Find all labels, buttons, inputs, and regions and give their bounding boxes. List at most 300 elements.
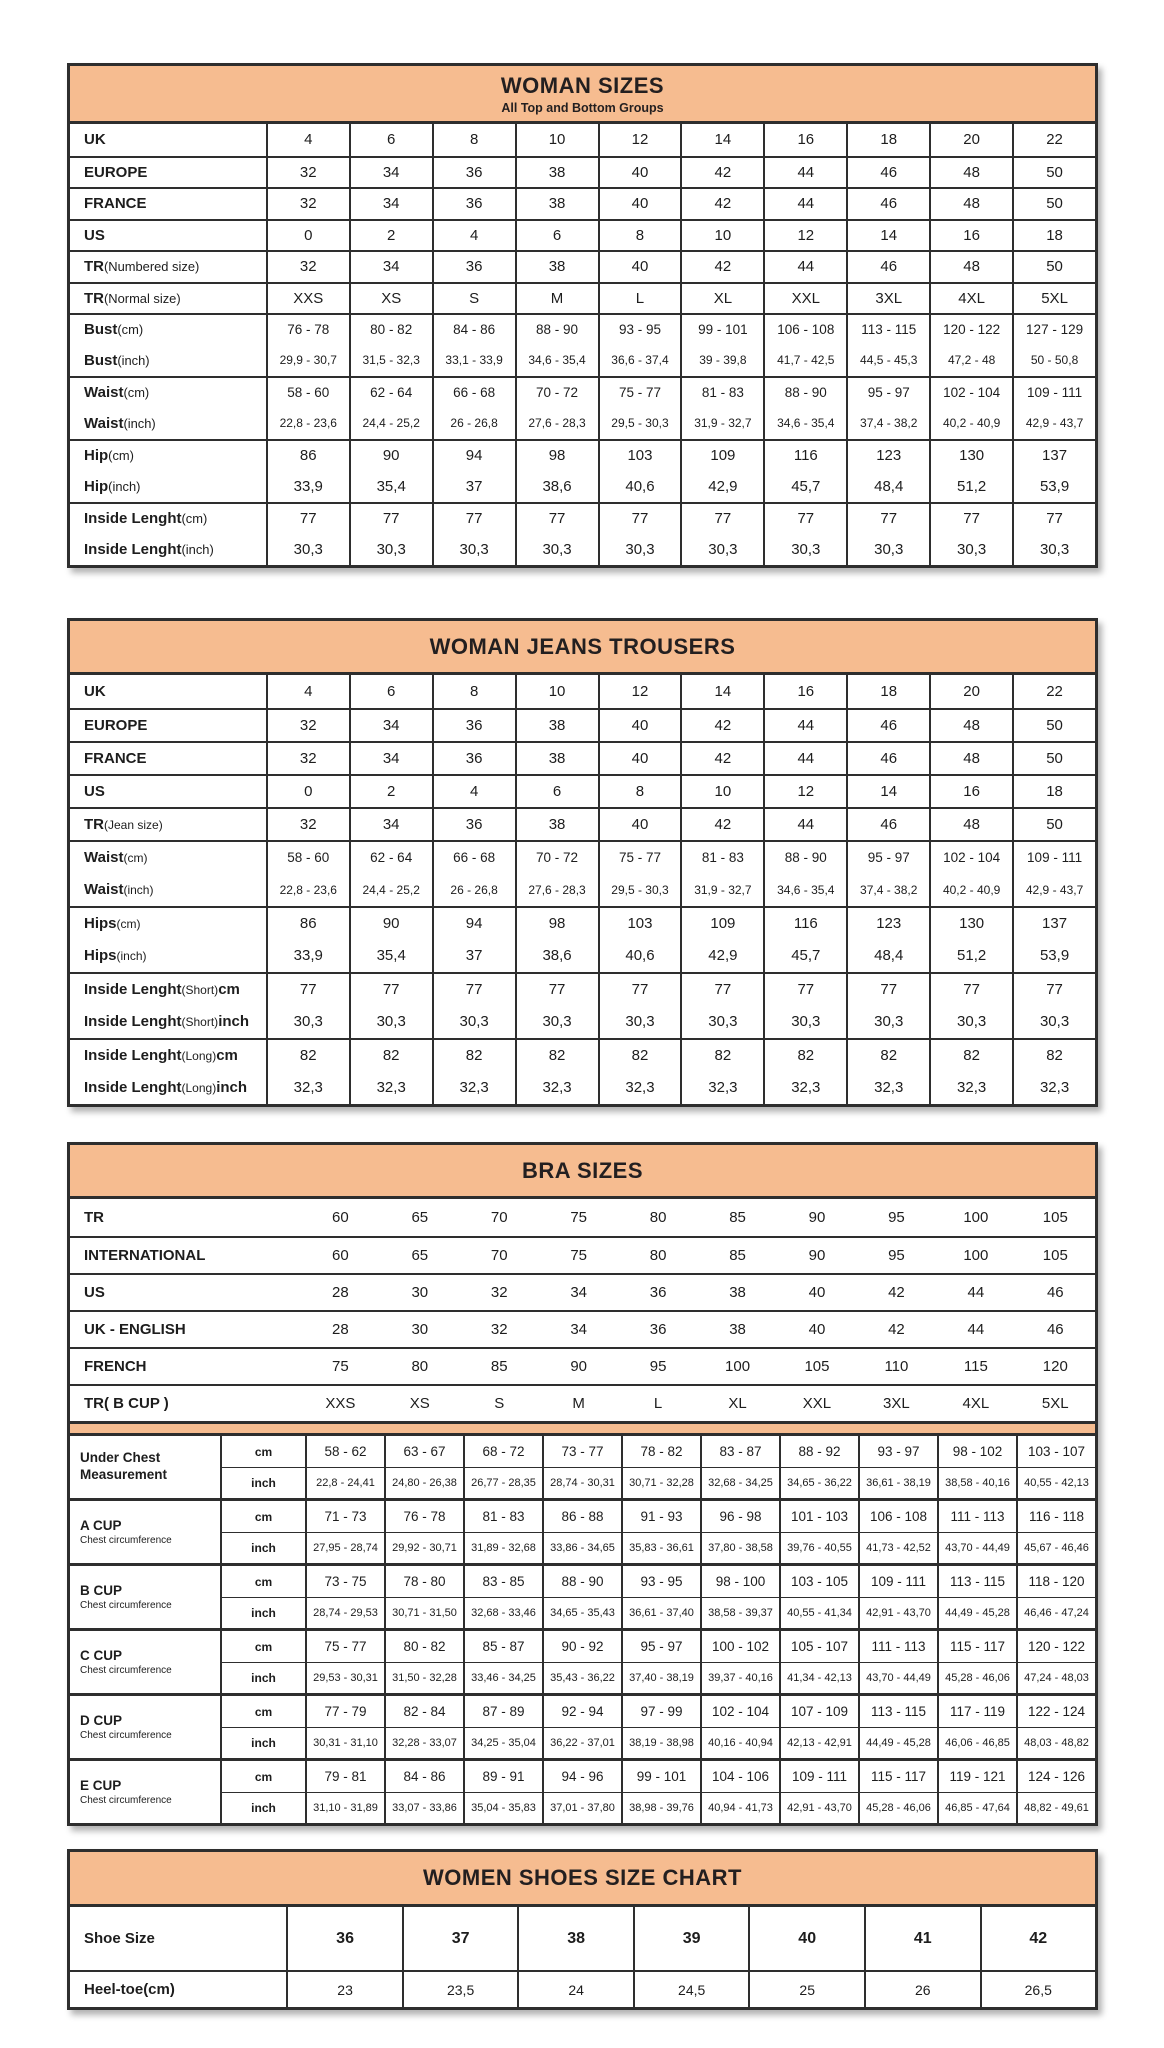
value-cell: 116 xyxy=(765,908,848,939)
table-row xyxy=(70,1236,1095,1273)
value-cell: 82 xyxy=(1046,1047,1063,1064)
value-cell: 38 xyxy=(517,809,600,840)
value-cell: 31,89 - 32,68 xyxy=(465,1533,544,1563)
value-cell: 32 xyxy=(268,743,351,774)
shoes-size-header xyxy=(70,1852,1095,1907)
value-cell: 30,3 xyxy=(931,1005,1014,1038)
value-cell: 85 - 87 xyxy=(465,1631,544,1662)
table-row xyxy=(70,906,1095,939)
value-cell: 91 - 93 xyxy=(623,1501,702,1532)
value-cell: 40,16 - 40,94 xyxy=(702,1728,781,1758)
value-cell: L xyxy=(653,1395,663,1412)
value-cell: 50 xyxy=(1046,163,1063,181)
measurement-row xyxy=(222,1662,1095,1693)
value-cell: 34 xyxy=(570,1284,587,1301)
value-cell: 70 xyxy=(490,1209,508,1226)
value-cell: 2 xyxy=(351,776,434,807)
value-cell: 30,3 xyxy=(434,1005,517,1038)
value-cell: 30,3 xyxy=(351,534,434,566)
value-cell: 94 xyxy=(434,908,517,939)
value-cell: 36 xyxy=(649,1321,667,1338)
value-cell: 77 xyxy=(682,974,765,1005)
cup-value-rows xyxy=(222,1436,1095,1498)
value-cell: 42 xyxy=(888,1284,905,1301)
value-cell: 77 xyxy=(517,974,600,1005)
value-cell: 95 - 97 xyxy=(848,378,931,408)
value-cell: 107 - 109 xyxy=(781,1696,860,1727)
value-cell: 113 - 115 xyxy=(848,315,931,345)
table-row xyxy=(70,156,1095,188)
table-row xyxy=(70,439,1095,471)
row-label: FRANCE xyxy=(70,189,268,219)
value-cell: 46 xyxy=(1046,1321,1064,1338)
value-cell: 36,22 - 37,01 xyxy=(544,1728,623,1758)
value-cell: 82 xyxy=(517,1040,600,1071)
row-label: Inside Lenght (Short) inch xyxy=(70,1005,268,1038)
value-cell: 36 xyxy=(434,743,517,774)
value-cell: 77 xyxy=(517,504,600,534)
cup-name: D CUP xyxy=(80,1712,123,1728)
value-cell: 30,3 xyxy=(600,1005,683,1038)
value-cell: 43,70 - 44,49 xyxy=(860,1663,939,1693)
value-cell: 18 xyxy=(1046,783,1063,800)
bra-conversion-rows xyxy=(70,1199,1095,1421)
value-cell: 109 - 111 xyxy=(781,1761,860,1792)
value-cell: 96 - 98 xyxy=(702,1501,781,1532)
value-cell: 80 - 82 xyxy=(351,315,434,345)
value-cell: 3XL xyxy=(848,284,931,314)
measurement-row xyxy=(222,1532,1095,1563)
value-cell: 42,9 - 43,7 xyxy=(1025,416,1084,431)
value-cell: 36 xyxy=(434,252,517,282)
value-cell: 8 xyxy=(434,675,517,708)
value-cell: 99 - 101 xyxy=(682,315,765,345)
measurement-row xyxy=(222,1761,1095,1792)
value-cell: 28,74 - 30,31 xyxy=(544,1468,623,1498)
value-cell: 4 xyxy=(434,776,517,807)
value-cell: 39,76 - 40,55 xyxy=(781,1533,860,1563)
value-cell: 37,4 - 38,2 xyxy=(848,873,931,906)
value-cell: 30,3 xyxy=(434,534,517,566)
value-cell: 40 xyxy=(600,809,683,840)
value-cell: 16 xyxy=(931,221,1014,251)
value-cell: 77 xyxy=(600,974,683,1005)
value-cell: 95 xyxy=(649,1358,667,1375)
value-cell: 41 xyxy=(866,1907,982,1970)
value-cell: 40 xyxy=(600,158,683,188)
value-cell: 82 xyxy=(434,1040,517,1071)
row-label: Waist (cm) xyxy=(70,842,268,873)
value-cell: 38 xyxy=(519,1907,635,1970)
value-cell: 65 xyxy=(411,1209,429,1226)
value-cell: 82 xyxy=(351,1040,434,1071)
value-cell: S xyxy=(434,284,517,314)
value-cell: 42,9 - 43,7 xyxy=(1025,882,1084,897)
value-cell: 123 xyxy=(848,441,931,471)
measurement-row xyxy=(222,1727,1095,1758)
row-label: TR ( B CUP ) xyxy=(84,1395,169,1412)
value-cell: 36 xyxy=(434,189,517,219)
cup-name: Under Chest Measurement xyxy=(80,1450,168,1482)
cup-value-rows xyxy=(222,1696,1095,1758)
value-cell: 30,3 xyxy=(351,1005,434,1038)
value-cell: 32 xyxy=(268,189,351,219)
value-cell: 85 xyxy=(729,1247,746,1264)
value-cell: 44,5 - 45,3 xyxy=(848,345,931,377)
value-cell: 41,34 - 42,13 xyxy=(781,1663,860,1693)
value-cell: 33,07 - 33,86 xyxy=(386,1793,465,1823)
value-cell: 48 xyxy=(931,158,1014,188)
value-cell: 78 - 82 xyxy=(623,1436,702,1467)
measurement-row xyxy=(222,1566,1095,1597)
row-label xyxy=(70,1696,222,1758)
jeans-trousers-header xyxy=(70,621,1095,675)
value-cell: 95 - 97 xyxy=(623,1631,702,1662)
value-cell: 116 - 118 xyxy=(1028,1509,1085,1524)
table-row xyxy=(70,807,1095,840)
value-cell: 62 - 64 xyxy=(351,842,434,873)
value-cell: 42 xyxy=(888,1321,905,1338)
value-cell: 26 - 26,8 xyxy=(434,873,517,906)
value-cell: 32,68 - 34,25 xyxy=(702,1468,781,1498)
table-subtitle: All Top and Bottom Groups xyxy=(501,100,664,115)
value-cell: 99 - 101 xyxy=(623,1761,702,1792)
table-row xyxy=(70,1384,1095,1421)
value-cell: 66 - 68 xyxy=(434,378,517,408)
table-row xyxy=(70,408,1095,440)
value-cell: 40,55 - 41,34 xyxy=(781,1598,860,1628)
row-label: EUROPE xyxy=(70,158,268,188)
unit-cell: cm xyxy=(222,1696,307,1727)
orange-divider-strip xyxy=(70,1421,1095,1436)
value-cell: 109 - 111 xyxy=(860,1566,939,1597)
value-cell: 124 - 126 xyxy=(1027,1769,1086,1784)
value-cell: 98 - 102 xyxy=(939,1436,1018,1467)
table-row xyxy=(70,873,1095,906)
value-cell: 88 - 90 xyxy=(765,378,848,408)
value-cell: 36,61 - 38,19 xyxy=(860,1468,939,1498)
unit-cell: inch xyxy=(222,1728,307,1758)
value-cell: 103 xyxy=(600,908,683,939)
value-cell: 31,50 - 32,28 xyxy=(386,1663,465,1693)
value-cell: 42,91 - 43,70 xyxy=(781,1793,860,1823)
value-cell: 32,3 xyxy=(848,1071,931,1104)
value-cell: 35,4 xyxy=(351,471,434,503)
table-title: BRA SIZES xyxy=(521,1157,644,1183)
value-cell: 34,6 - 35,4 xyxy=(517,345,600,377)
bra-cup-measurement-rows xyxy=(70,1436,1095,1823)
value-cell: 77 xyxy=(351,974,434,1005)
value-cell: 43,70 - 44,49 xyxy=(939,1533,1018,1563)
value-cell: 46 xyxy=(848,809,931,840)
row-label: Inside Lenght (Long) cm xyxy=(70,1040,268,1071)
unit-cell: inch xyxy=(222,1663,307,1693)
value-cell: 48 xyxy=(931,743,1014,774)
value-cell: S xyxy=(494,1395,505,1412)
value-cell: 118 - 120 xyxy=(1028,1574,1085,1589)
value-cell: 100 xyxy=(963,1209,989,1226)
value-cell: 30,71 - 31,50 xyxy=(386,1598,465,1628)
shoes-size-rows xyxy=(70,1907,1095,2007)
value-cell: 2 xyxy=(351,221,434,251)
value-cell: 79 - 81 xyxy=(307,1761,386,1792)
measurement-row xyxy=(222,1696,1095,1727)
value-cell: 101 - 103 xyxy=(781,1501,860,1532)
value-cell: 40 xyxy=(600,189,683,219)
value-cell: 75 xyxy=(332,1358,349,1375)
value-cell: 82 - 84 xyxy=(386,1696,465,1727)
value-cell: 86 - 88 xyxy=(544,1501,623,1532)
value-cell: 50 xyxy=(1046,750,1063,767)
value-cell: 102 - 104 xyxy=(931,842,1014,873)
value-cell: 77 xyxy=(351,504,434,534)
value-cell: 34 xyxy=(351,809,434,840)
table-row xyxy=(70,1005,1095,1038)
value-cell: 44 xyxy=(765,710,848,741)
value-cell: 105 xyxy=(1042,1247,1068,1264)
value-cell: 32,3 xyxy=(600,1071,683,1104)
value-cell: 37,01 - 37,80 xyxy=(544,1793,623,1823)
shoes-size-table xyxy=(67,1849,1098,2010)
value-cell: 40,2 - 40,9 xyxy=(931,873,1014,906)
cup-value-rows xyxy=(222,1566,1095,1628)
value-cell: 80 xyxy=(411,1358,429,1375)
value-cell: 24,4 - 25,2 xyxy=(351,408,434,440)
value-cell: 77 xyxy=(268,504,351,534)
value-cell: 31,9 - 32,7 xyxy=(682,408,765,440)
table-row xyxy=(70,1347,1095,1384)
value-cell: 130 xyxy=(931,441,1014,471)
row-label: Hips (inch) xyxy=(70,939,268,972)
value-cell: 137 xyxy=(1042,915,1068,932)
value-cell: 40 xyxy=(600,743,683,774)
value-cell: 102 - 104 xyxy=(931,378,1014,408)
value-cell: 115 - 117 xyxy=(939,1631,1018,1662)
value-cell: 12 xyxy=(765,776,848,807)
value-cell: 117 - 119 xyxy=(939,1696,1018,1727)
value-cell: 34,65 - 35,43 xyxy=(544,1598,623,1628)
value-cell: 115 xyxy=(963,1358,988,1375)
table-row xyxy=(70,313,1095,345)
row-label: UK - ENGLISH xyxy=(84,1321,186,1338)
value-cell: 58 - 62 xyxy=(307,1436,386,1467)
value-cell: 14 xyxy=(682,675,765,708)
value-cell: 75 xyxy=(570,1209,587,1226)
value-cell: 22,8 - 24,41 xyxy=(307,1468,386,1498)
table-row xyxy=(70,1310,1095,1347)
row-label: Waist (inch) xyxy=(70,873,268,906)
value-cell: 34,6 - 35,4 xyxy=(765,408,848,440)
value-cell: 39 xyxy=(635,1907,751,1970)
value-cell: 42 xyxy=(682,158,765,188)
value-cell: 30 xyxy=(411,1321,429,1338)
value-cell: 105 - 107 xyxy=(781,1631,860,1662)
value-cell: 42,91 - 43,70 xyxy=(860,1598,939,1628)
value-cell: 77 xyxy=(765,504,848,534)
table-row xyxy=(70,502,1095,534)
value-cell: 27,6 - 28,3 xyxy=(517,873,600,906)
value-cell: 50 - 50,8 xyxy=(1030,353,1079,368)
value-cell: 38,6 xyxy=(517,939,600,972)
value-cell: XXS xyxy=(325,1395,356,1412)
value-cell: 30,71 - 32,28 xyxy=(623,1468,702,1498)
value-cell: 38,58 - 40,16 xyxy=(939,1468,1018,1498)
value-cell: 28 xyxy=(332,1321,349,1338)
measurement-row xyxy=(222,1792,1095,1823)
value-cell: 30,3 xyxy=(268,1005,351,1038)
table-row xyxy=(70,1038,1095,1071)
value-cell: 46 xyxy=(848,189,931,219)
value-cell: 95 xyxy=(888,1247,905,1264)
value-cell: 40,2 - 40,9 xyxy=(931,408,1014,440)
value-cell: 115 - 117 xyxy=(860,1761,939,1792)
value-cell: 45,28 - 46,06 xyxy=(860,1793,939,1823)
value-cell: 66 - 68 xyxy=(434,842,517,873)
value-cell: 60 xyxy=(332,1209,349,1226)
table-row xyxy=(70,534,1095,566)
value-cell: 35,04 - 35,83 xyxy=(465,1793,544,1823)
value-cell: 22,8 - 23,6 xyxy=(268,408,351,440)
value-cell: 30,3 xyxy=(765,534,848,566)
value-cell: L xyxy=(600,284,683,314)
value-cell: 100 xyxy=(963,1247,989,1264)
table-row xyxy=(70,1970,1095,2007)
value-cell: 5XL xyxy=(1041,289,1068,307)
value-cell: 41,73 - 42,52 xyxy=(860,1533,939,1563)
row-label: US xyxy=(70,221,268,251)
row-label: Inside Lenght (cm) xyxy=(70,504,268,534)
value-cell: 29,92 - 30,71 xyxy=(386,1533,465,1563)
value-cell: 33,86 - 34,65 xyxy=(544,1533,623,1563)
value-cell: 18 xyxy=(848,124,931,156)
value-cell: 50 xyxy=(1046,816,1063,833)
value-cell: 70 xyxy=(490,1247,508,1264)
value-cell: 90 xyxy=(351,908,434,939)
row-label: US xyxy=(70,776,268,807)
value-cell: 38,98 - 39,76 xyxy=(623,1793,702,1823)
value-cell: 37 xyxy=(434,939,517,972)
value-cell: 102 - 104 xyxy=(702,1696,781,1727)
value-cell: 26,5 xyxy=(1024,1981,1052,1998)
value-cell: 8 xyxy=(434,124,517,156)
row-label: INTERNATIONAL xyxy=(84,1247,206,1264)
value-cell: 90 xyxy=(808,1209,826,1226)
cup-sublabel: Chest circumference xyxy=(80,1665,172,1677)
value-cell: 44,49 - 45,28 xyxy=(860,1728,939,1758)
value-cell: 32,68 - 33,46 xyxy=(465,1598,544,1628)
value-cell: 37,80 - 38,58 xyxy=(702,1533,781,1563)
value-cell: 14 xyxy=(848,776,931,807)
value-cell: 46 xyxy=(848,710,931,741)
value-cell: 82 xyxy=(268,1040,351,1071)
value-cell: 109 - 111 xyxy=(1027,850,1083,865)
row-label: Waist (inch) xyxy=(70,408,268,440)
value-cell: 36 xyxy=(649,1284,667,1301)
value-cell: 48 xyxy=(931,809,1014,840)
measurement-row xyxy=(222,1467,1095,1498)
bra-sizes-table xyxy=(67,1142,1098,1826)
value-cell: 33,46 - 34,25 xyxy=(465,1663,544,1693)
bra-sizes-header xyxy=(70,1145,1095,1199)
value-cell: 93 - 95 xyxy=(600,315,683,345)
value-cell: 38 xyxy=(729,1284,746,1301)
value-cell: 77 xyxy=(600,504,683,534)
value-cell: 30,3 xyxy=(600,534,683,566)
row-label: UK xyxy=(70,124,268,156)
value-cell: 45,7 xyxy=(765,471,848,503)
row-label: Inside Lenght (Long) inch xyxy=(70,1071,268,1104)
value-cell: 77 xyxy=(765,974,848,1005)
value-cell: 76 - 78 xyxy=(386,1501,465,1532)
row-label: TR (Normal size) xyxy=(70,284,268,314)
value-cell: 109 xyxy=(682,441,765,471)
value-cell: 93 - 97 xyxy=(860,1436,939,1467)
cup-row-group xyxy=(70,1758,1095,1823)
value-cell: 48,82 - 49,61 xyxy=(1024,1802,1089,1814)
value-cell: 32,3 xyxy=(931,1071,1014,1104)
value-cell: 30,31 - 31,10 xyxy=(307,1728,386,1758)
table-row xyxy=(70,471,1095,503)
value-cell: 105 xyxy=(804,1358,830,1375)
value-cell: 44 xyxy=(765,158,848,188)
value-cell: 46 xyxy=(1046,1284,1064,1301)
value-cell: 63 - 67 xyxy=(386,1436,465,1467)
value-cell: 42 xyxy=(682,743,765,774)
row-label: Shoe Size xyxy=(70,1907,288,1970)
value-cell: 27,95 - 28,74 xyxy=(307,1533,386,1563)
value-cell: 22,8 - 23,6 xyxy=(268,873,351,906)
value-cell: 30,3 xyxy=(682,534,765,566)
value-cell: 12 xyxy=(765,221,848,251)
value-cell: 32,3 xyxy=(517,1071,600,1104)
row-label: FRENCH xyxy=(84,1358,147,1375)
value-cell: 34 xyxy=(351,252,434,282)
value-cell: 34 xyxy=(570,1321,587,1338)
value-cell: 38,58 - 39,37 xyxy=(702,1598,781,1628)
value-cell: 58 - 60 xyxy=(268,842,351,873)
value-cell: XS xyxy=(351,284,434,314)
value-cell: 84 - 86 xyxy=(434,315,517,345)
value-cell: 23 xyxy=(288,1972,404,2007)
row-label xyxy=(70,1566,222,1628)
value-cell: 16 xyxy=(765,675,848,708)
value-cell: 4 xyxy=(268,124,351,156)
table-row xyxy=(70,1273,1095,1310)
value-cell: 38,19 - 38,98 xyxy=(623,1728,702,1758)
value-cell: 109 xyxy=(682,908,765,939)
value-cell: 80 - 82 xyxy=(386,1631,465,1662)
value-cell: 6 xyxy=(351,124,434,156)
row-label xyxy=(70,1761,222,1823)
cup-row-group xyxy=(70,1498,1095,1563)
value-cell: 32,3 xyxy=(682,1071,765,1104)
value-cell: 77 xyxy=(931,504,1014,534)
value-cell: 32,3 xyxy=(434,1071,517,1104)
value-cell: 37,4 - 38,2 xyxy=(848,408,931,440)
value-cell: 29,5 - 30,3 xyxy=(600,408,683,440)
unit-cell: cm xyxy=(222,1761,307,1792)
table-row xyxy=(70,741,1095,774)
row-label: Bust (inch) xyxy=(70,345,268,377)
value-cell: 92 - 94 xyxy=(544,1696,623,1727)
value-cell: 41,7 - 42,5 xyxy=(765,345,848,377)
value-cell: 4 xyxy=(434,221,517,251)
row-label: EUROPE xyxy=(70,710,268,741)
value-cell: 36,61 - 37,40 xyxy=(623,1598,702,1628)
value-cell: 35,83 - 36,61 xyxy=(623,1533,702,1563)
value-cell: 42 xyxy=(682,809,765,840)
value-cell: M xyxy=(517,284,600,314)
